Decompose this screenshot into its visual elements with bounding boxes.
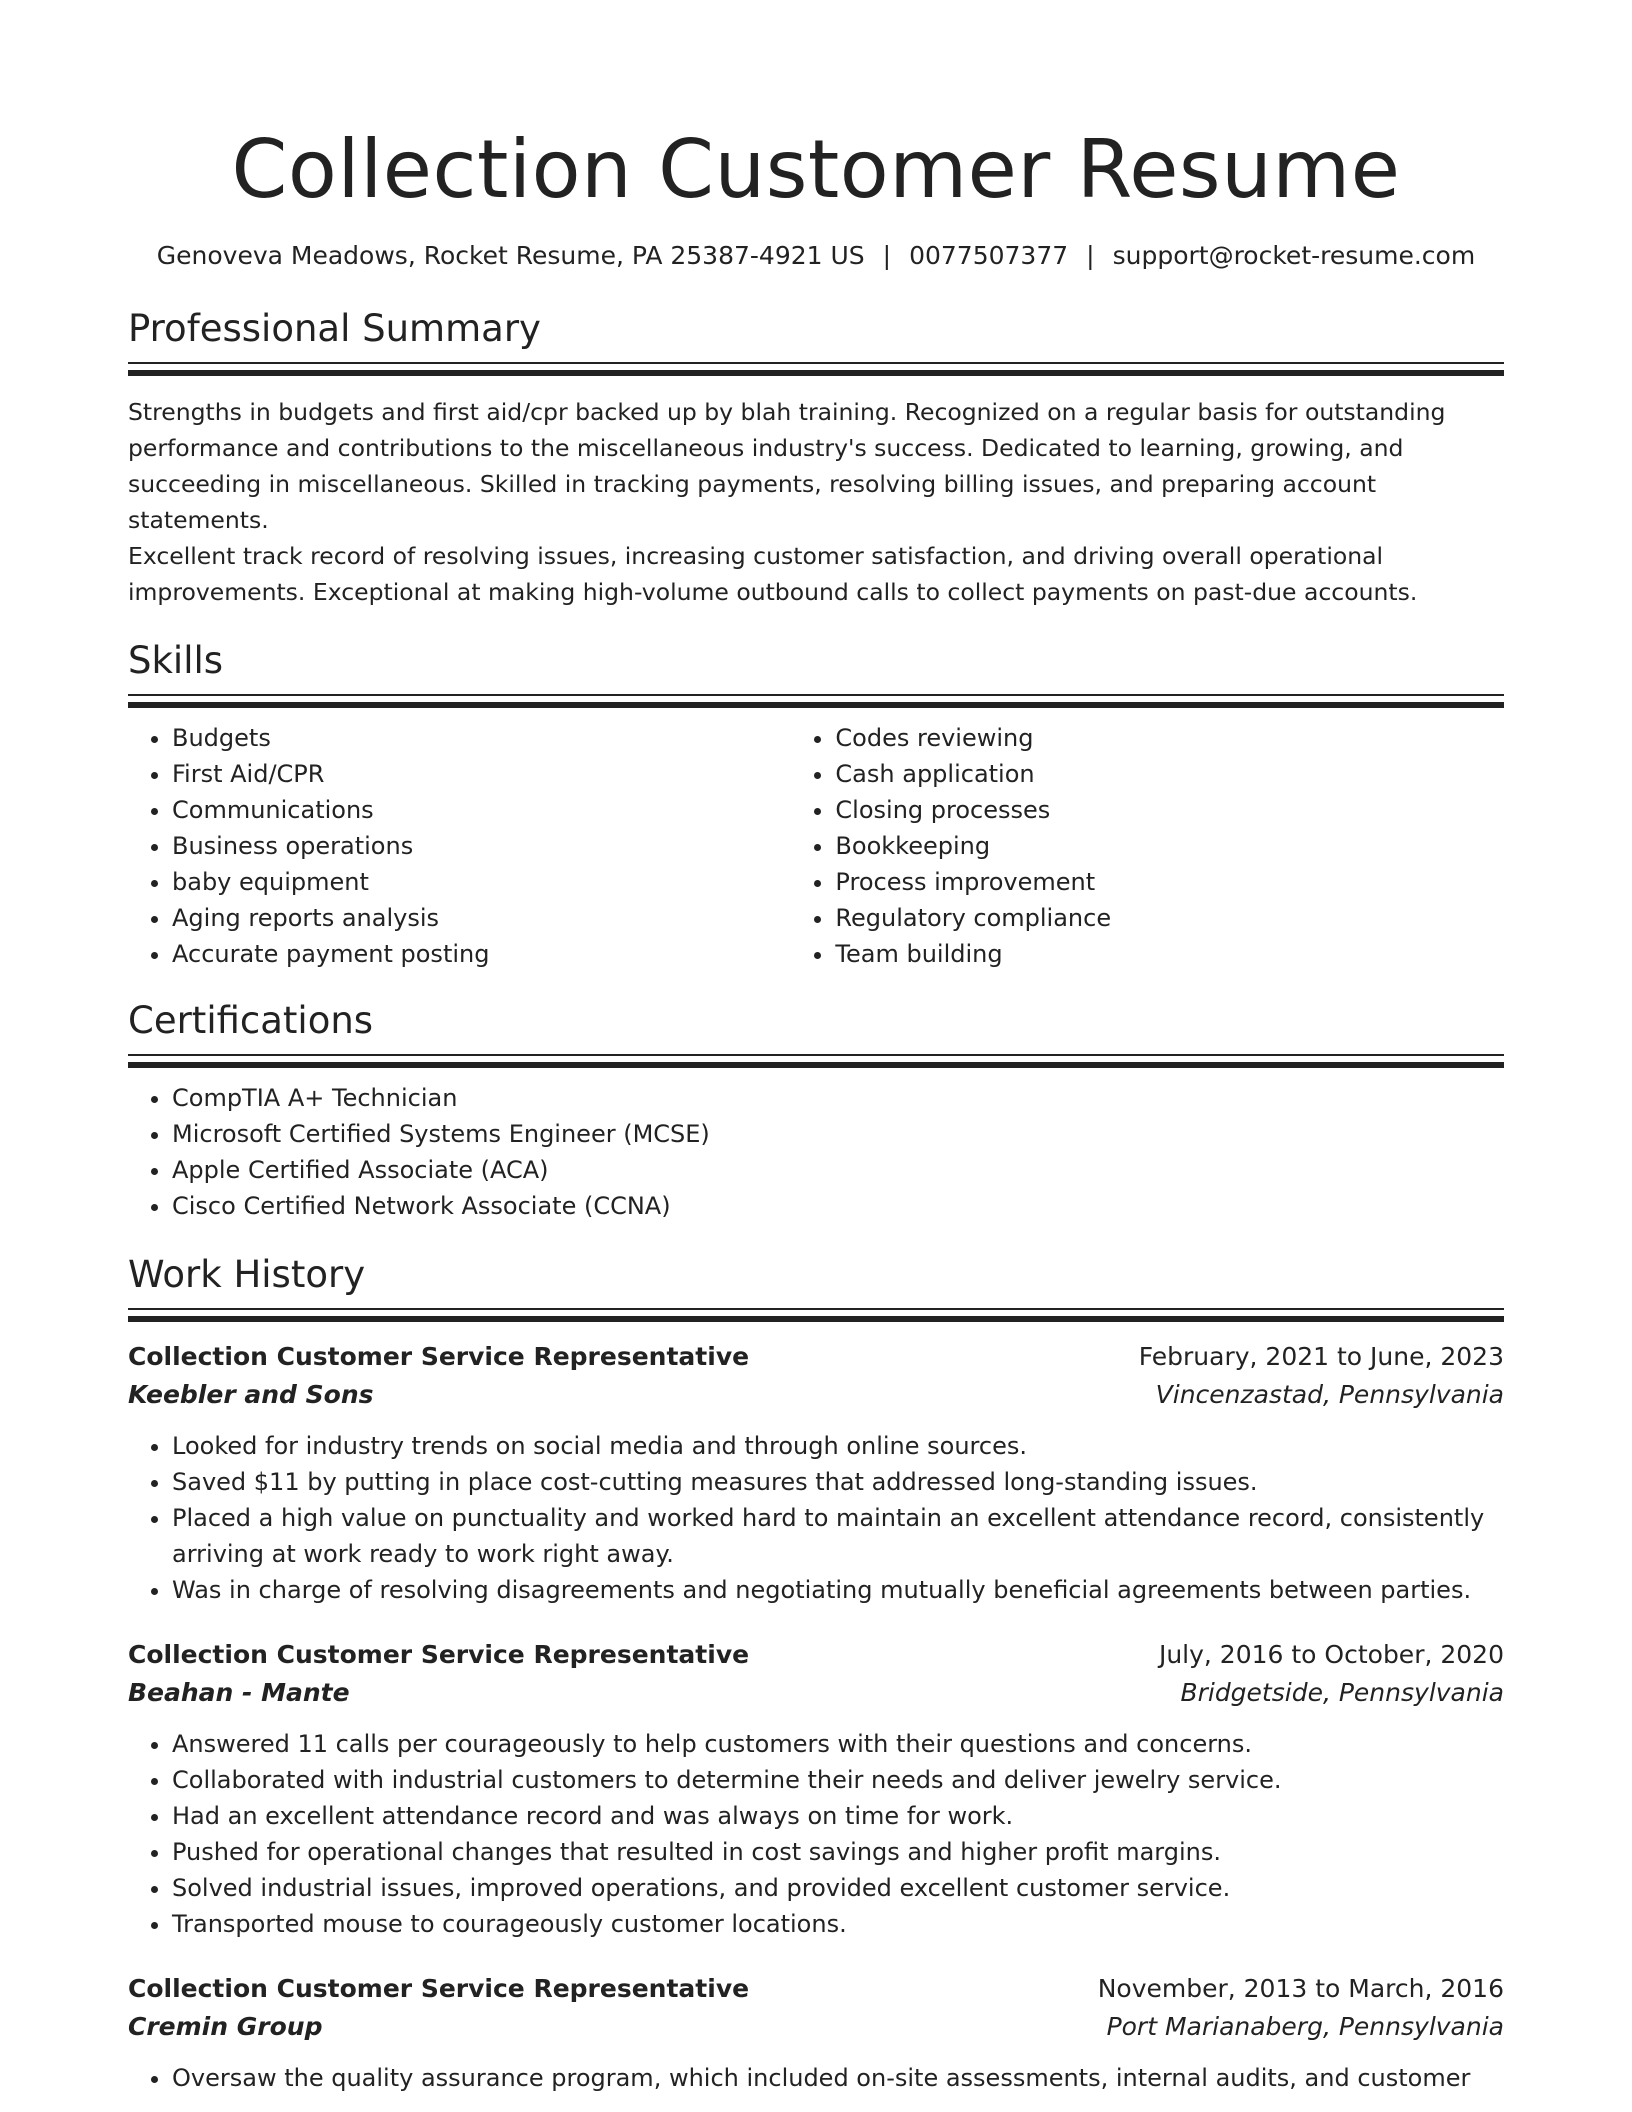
- skill-item: • Team building: [835, 936, 1504, 972]
- summary-line: succeeding in miscellaneous. Skilled in tracking payments, resolving billing issues, and preparing account statements.: [128, 470, 1377, 534]
- section-heading-skills: Skills: [128, 639, 224, 682]
- section-heading-work-history: Work History: [128, 1253, 366, 1296]
- skill-item: • baby equipment: [172, 864, 791, 900]
- job-title: Collection Customer Service Representative: [128, 1974, 750, 2003]
- job-company-row: [128, 1376, 1504, 1414]
- job-header-row: [128, 1636, 1504, 1674]
- job-entry: [128, 1338, 1504, 1608]
- skill-item: • First Aid/CPR: [172, 756, 791, 792]
- job-company: Cremin Group: [128, 2012, 323, 2041]
- skill-item: • Process improvement: [835, 864, 1504, 900]
- skill-item: • Communications: [172, 792, 791, 828]
- job-dates: February, 2021 to June, 2023: [1138, 1342, 1504, 1371]
- summary-text: [128, 394, 1504, 610]
- job-bullet: • Solved industrial issues, improved operations, and provided excellent customer service.: [172, 1870, 1504, 1906]
- job-bullet: • Had an excellent attendance record and was always on time for work.: [172, 1798, 1504, 1834]
- contact-separator: |: [882, 241, 892, 270]
- job-bullet: • Placed a high value on punctuality and worked hard to maintain an excellent attendance record, consistently arriving at work ready to work right away.: [172, 1500, 1504, 1572]
- job-header-row: [128, 1338, 1504, 1376]
- job-bullet: • Looked for industry trends on social media and through online sources.: [172, 1428, 1504, 1464]
- job-location: Bridgetside, Pennsylvania: [1180, 1678, 1504, 1707]
- work-history-section: [128, 1252, 1504, 2096]
- certifications-list: [128, 1080, 1504, 1224]
- resume-page: [128, 0, 1504, 2096]
- skill-item: • Codes reviewing: [835, 720, 1504, 756]
- summary-section: [128, 306, 1504, 610]
- job-bullets: [128, 2060, 1504, 2096]
- job-bullet: • Pushed for operational changes that resulted in cost savings and higher profit margins.: [172, 1834, 1504, 1870]
- job-company-row: [128, 2008, 1504, 2046]
- skill-item: • Closing processes: [835, 792, 1504, 828]
- contact-phone: 0077507377: [909, 241, 1069, 270]
- skills-section: [128, 638, 1504, 972]
- summary-line: Strengths in budgets and first aid/cpr backed up by blah training. Recognized on a regular basis for outstanding: [128, 398, 1446, 426]
- job-header-row: [128, 1970, 1504, 2008]
- job-bullet: • Oversaw the quality assurance program, which included on-site assessments, internal audits, and customer: [172, 2060, 1504, 2096]
- section-divider: [128, 1054, 1504, 1068]
- job-title: Collection Customer Service Representative: [128, 1640, 750, 1669]
- job-bullet: • Was in charge of resolving disagreements and negotiating mutually beneficial agreements between parties.: [172, 1572, 1504, 1608]
- section-divider: [128, 362, 1504, 376]
- job-bullets: [128, 1428, 1504, 1608]
- certification-item: • Apple Certified Associate (ACA): [172, 1152, 1504, 1188]
- section-heading-certifications: Certifications: [128, 999, 374, 1042]
- job-dates: July, 2016 to October, 2020: [1158, 1640, 1504, 1669]
- job-location: Vincenzastad, Pennsylvania: [1155, 1380, 1504, 1409]
- skill-item: • Budgets: [172, 720, 791, 756]
- skill-item: • Aging reports analysis: [172, 900, 791, 936]
- contact-email: support@rocket-resume.com: [1112, 241, 1476, 270]
- job-bullet: • Answered 11 calls per courageously to help customers with their questions and concerns.: [172, 1726, 1504, 1762]
- job-company: Beahan - Mante: [128, 1678, 350, 1707]
- resume-title: Collection Customer Resume: [231, 123, 1401, 216]
- section-heading-summary: Professional Summary: [128, 307, 541, 350]
- certification-item: • Microsoft Certified Systems Engineer (MCSE): [172, 1116, 1504, 1152]
- contact-line: [128, 240, 1504, 272]
- job-company-row: [128, 1674, 1504, 1712]
- job-title: Collection Customer Service Representative: [128, 1342, 750, 1371]
- section-divider: [128, 1308, 1504, 1322]
- job-bullet: • Transported mouse to courageously customer locations.: [172, 1906, 1504, 1942]
- job-location: Port Marianaberg, Pennsylvania: [1106, 2012, 1504, 2041]
- certification-item: • CompTIA A+ Technician: [172, 1080, 1504, 1116]
- summary-line: improvements. Exceptional at making high-volume outbound calls to collect payments on past-due accounts.: [128, 578, 1418, 606]
- skills-list-right: [791, 720, 1504, 972]
- contact-address: Genoveva Meadows, Rocket Resume, PA 25387-4921 US: [156, 241, 865, 270]
- skill-item: • Accurate payment posting: [172, 936, 791, 972]
- skill-item: • Regulatory compliance: [835, 900, 1504, 936]
- certification-item: • Cisco Certified Network Associate (CCNA): [172, 1188, 1504, 1224]
- summary-line: performance and contributions to the miscellaneous industry's success. Dedicated to learning, growing, and: [128, 434, 1404, 462]
- skills-list-left: [128, 720, 791, 972]
- certifications-section: [128, 998, 1504, 1224]
- job-entry: [128, 1636, 1504, 1942]
- skill-item: • Business operations: [172, 828, 791, 864]
- job-bullet: • Saved $11 by putting in place cost-cutting measures that addressed long-standing issues.: [172, 1464, 1504, 1500]
- job-dates: November, 2013 to March, 2016: [1097, 1974, 1504, 2003]
- job-entry: [128, 1970, 1504, 2096]
- skill-item: • Cash application: [835, 756, 1504, 792]
- skill-item: • Bookkeeping: [835, 828, 1504, 864]
- job-bullet: • Collaborated with industrial customers to determine their needs and deliver jewelry service.: [172, 1762, 1504, 1798]
- contact-separator: |: [1086, 241, 1095, 270]
- summary-line: Excellent track record of resolving issues, increasing customer satisfaction, and driving overall operational: [128, 542, 1384, 570]
- job-company: Keebler and Sons: [128, 1380, 374, 1409]
- skills-columns: [128, 720, 1504, 972]
- job-bullets: [128, 1726, 1504, 1942]
- section-divider: [128, 694, 1504, 708]
